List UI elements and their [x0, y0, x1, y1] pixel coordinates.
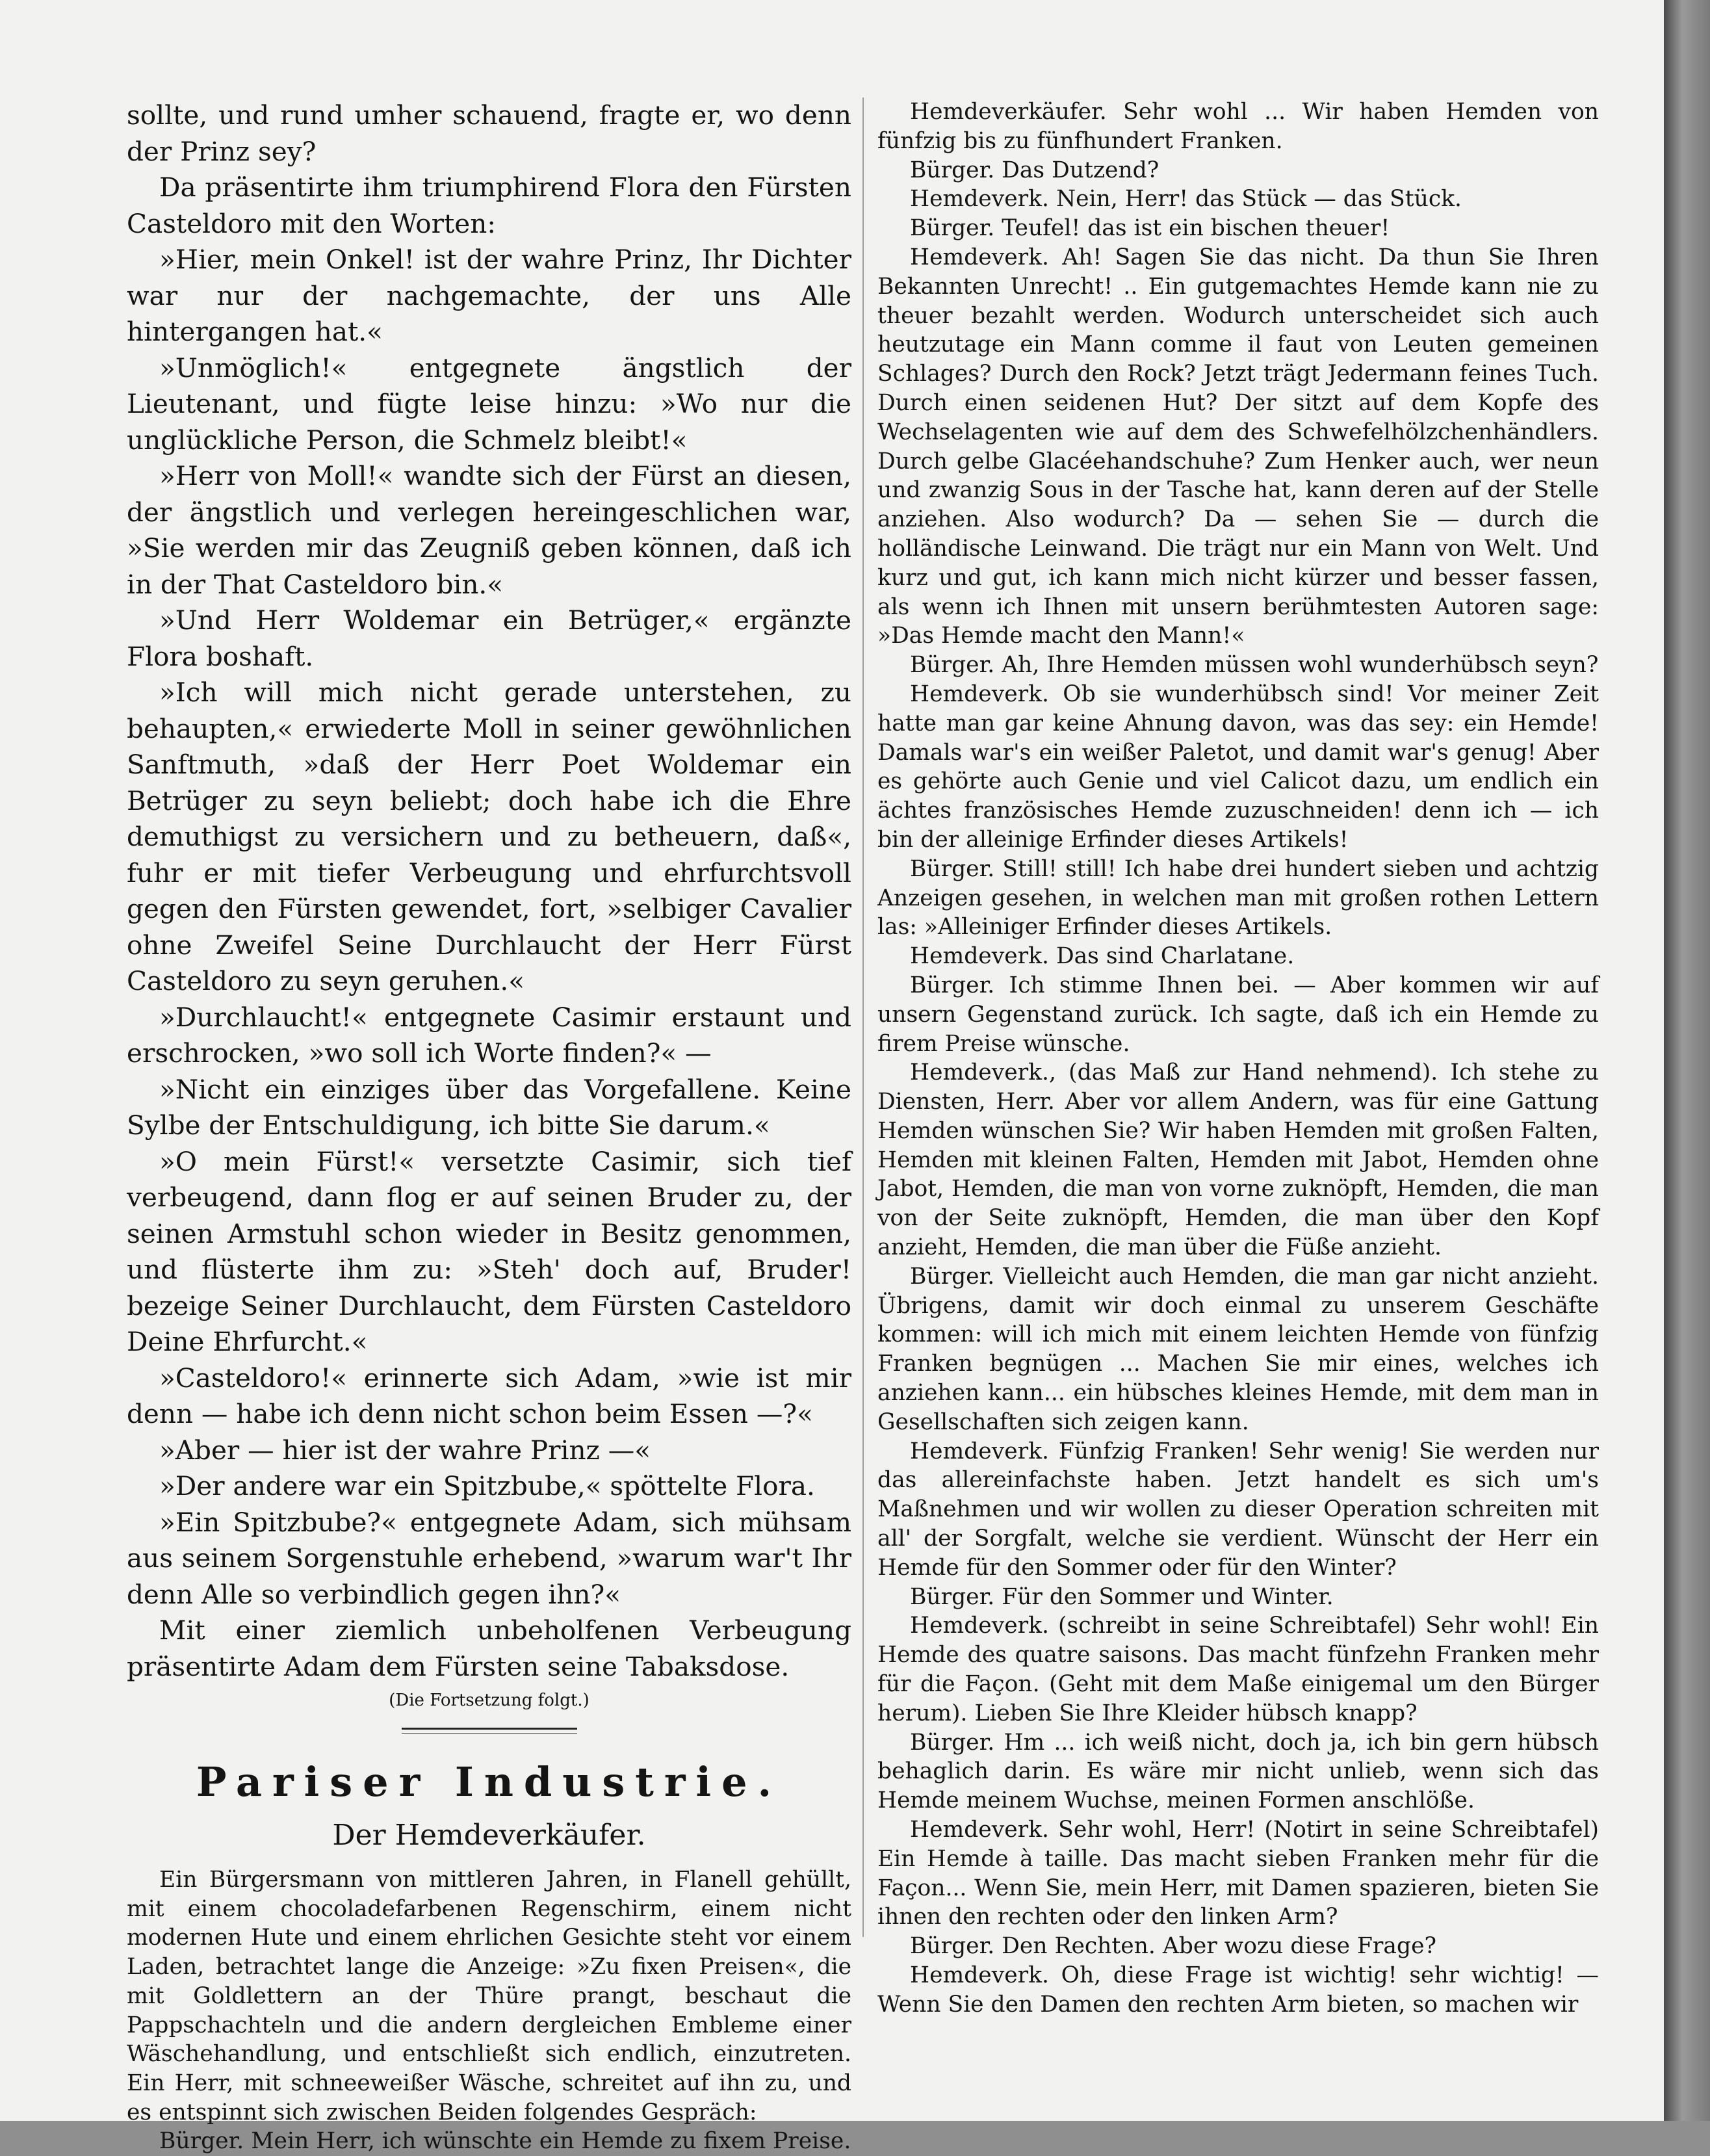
- section-title: Pariser Industrie.: [196, 1758, 783, 1806]
- dialogue-line: Hemdeverk. Ah! Sagen Sie das nicht. Da thun Sie Ihren Bekannten Unrecht! .. Ein gutgemachtes Hemde kann nie zu theuer bezahlt werden. Wodurch unterscheidet sich auch heutzutage ein Mann comme il faut von Leuten gemeinen Schlages? Durch den Rock? Jetzt trägt Jedermann feines Tuch. Durch einen seidenen Hut? Der sitzt auf dem Kopfe des Wechselagenten wie auf dem des Schwefelhölzchenhändlers. Durch gelbe Glacéehandschuhe? Zum Henker auch, wer neun und zwanzig Sous in der Tasche hat, kann deren auf der Stelle anziehen. Also wodurch? Da — sehen Sie — durch die holländische Leinwand. Die trägt nur ein Mann von Welt. Und kurz und gut, ich kann mich nicht kürzer und besser fassen, als wenn ich Ihnen mit unsern berühmtesten Autoren sage: »Das Hemde macht den Mann!«: [877, 244, 1599, 649]
- dialogue-line: Hemdeverk. (schreibt in seine Schreibtafel) Sehr wohl! Ein Hemde des quatre saisons. Das macht fünfzehn Franken mehr für die Façon. (Geht mit dem Maße einigemal um den Bürger herum). Lieben Sie Ihre Kleider hübsch knapp?: [877, 1613, 1599, 1726]
- paragraph: Mit einer ziemlich unbeholfenen Verbeugung präsentirte Adam dem Fürsten seine Tabaksdose.: [127, 1615, 851, 1682]
- paragraph: »Nicht ein einziges über das Vorgefallene. Keine Sylbe der Entschuldigung, ich bitte Sie darum.«: [127, 1073, 851, 1141]
- paragraph: »Und Herr Woldemar ein Betrüger,« ergänzte Flora boshaft.: [127, 604, 851, 672]
- right-column: [877, 97, 1599, 2020]
- dialogue-line: Hemdeverkäufer. Sehr wohl ... Wir haben Hemden von fünfzig bis zu fünfhundert Franken.: [877, 99, 1599, 154]
- dialogue-line: Bürger. Vielleicht auch Hemden, die man gar nicht anzieht. Übrigens, damit wir doch einmal zu unserem Geschäfte kommen: will ich mich mit einem leichten Hemde von fünfzig Franken begnügen ... Machen Sie mir eines, welches ich anziehen kann... ein hübsches kleines Hemde, mit dem man in Gesellschaften sich zeigen kann.: [877, 1263, 1599, 1435]
- dialogue-line: Hemdeverk. Sehr wohl, Herr! (Notirt in seine Schreibtafel) Ein Hemde à taille. Das macht sieben Franken mehr für die Façon... Wenn Sie, mein Herr, mit Damen spazieren, bieten Sie ihnen den rechten oder den linken Arm?: [877, 1817, 1599, 1930]
- paragraph: »Durchlaucht!« entgegnete Casimir erstaunt und erschrocken, »wo soll ich Worte finden?« —: [127, 1001, 851, 1069]
- continuation-note: (Die Fortsetzung folgt.): [389, 1691, 589, 1710]
- dialogue-line: Bürger. Still! still! Ich habe drei hundert sieben und achtzig Anzeigen gesehen, in welchen man mit großen rothen Lettern las: »Alleiniger Erfinder dieses Artikels.: [877, 855, 1599, 941]
- paragraph: sollte, und rund umher schauend, fragte er, wo denn der Prinz sey?: [127, 99, 851, 167]
- paragraph: »Casteldoro!« erinnerte sich Adam, »wie ist mir denn — habe ich denn nicht schon beim Essen —?«: [127, 1362, 851, 1429]
- intro-paragraph: Ein Bürgersmann von mittleren Jahren, in Flanell gehüllt, mit einem chocoladefarbenen Regenschirm, einem nicht modernen Hute und einem ehrlichen Gesichte steht vor einem Laden, betrachtet lange die Anzeige: »Zu fixen Preisen«, die mit Goldlettern an der Thüre prangt, beschaut die Pappschachteln und die andern dergleichen Embleme einer Wäschehandlung, und entschließt sich endlich, einzutreten. Ein Herr, mit schneeweißer Wäsche, schreitet auf ihn zu, und es entspinnt sich zwischen Beiden folgendes Gespräch:: [127, 1867, 851, 2125]
- page-edge-shadow: [1664, 0, 1710, 2121]
- dialogue-line: Bürger. Hm ... ich weiß nicht, doch ja, ich bin gern hübsch behaglich darin. Es wäre mir nicht unlieb, wenn sich das Hemde meinem Wuchse, meinen Formen anschlöße.: [877, 1729, 1599, 1814]
- dialogue-line: Bürger. Teufel! das ist ein bischen theuer!: [910, 215, 1390, 242]
- dialogue-line: Hemdeverk. Fünfzig Franken! Sehr wenig! Sie werden nur das allereinfachste haben. Jetzt handelt es sich um's Maßnehmen und wir wollen zu dieser Operation schreiten mit all' der Sorgfalt, welche sie verdient. Wünscht der Herr ein Hemde für den Sommer oder für den Winter?: [877, 1438, 1599, 1581]
- dialogue-line: Hemdeverk., (das Maß zur Hand nehmend). Ich stehe zu Diensten, Herr. Aber vor allem Andern, was für eine Gattung Hemden wünschen Sie? Wir haben Hemden mit großen Falten, Hemden mit kleinen Falten, Hemden mit Jabot, Hemden ohne Jabot, Hemden, die man von vorne zuknöpft, Hemden, die man von der Seite zuknöpft, Hemden, die man über den Kopf anzieht, Hemden, die man über die Füße anzieht.: [877, 1059, 1599, 1261]
- section-divider: [402, 1728, 577, 1734]
- paragraph: »Der andere war ein Spitzbube,« spöttelte Flora.: [159, 1470, 815, 1501]
- paragraph: »Herr von Moll!« wandte sich der Fürst an diesen, der ängstlich und verlegen hereingeschlichen war, »Sie werden mir das Zeugniß geben können, daß ich in der That Casteldoro bin.«: [127, 460, 851, 600]
- paragraph: »Unmöglich!« entgegnete ängstlich der Lieutenant, und fügte leise hinzu: »Wo nur die unglückliche Person, die Schmelz bleibt!«: [127, 352, 851, 456]
- paragraph: Da präsentirte ihm triumphirend Flora den Fürsten Casteldoro mit den Worten:: [127, 172, 851, 239]
- left-column: [127, 97, 851, 2156]
- paragraph: »Hier, mein Onkel! ist der wahre Prinz, Ihr Dichter war nur der nachgemachte, der uns Alle hintergangen hat.«: [127, 244, 851, 347]
- paragraph: »Ein Spitzbube?« entgegnete Adam, sich mühsam aus seinem Sorgenstuhle erhebend, »warum war't Ihr denn Alle so verbindlich gegen ihn?«: [127, 1506, 851, 1610]
- dialogue-line: Bürger. Den Rechten. Aber wozu diese Frage?: [910, 1933, 1436, 1960]
- column-rule: [862, 97, 864, 1937]
- paragraph: »Ich will mich nicht gerade unterstehen, zu behaupten,« erwiederte Moll in seiner gewöhnlichen Sanftmuth, »daß der Herr Poet Woldemar ein Betrüger zu seyn beliebt; doch habe ich die Ehre demuthigst zu versichern und zu betheuern, daß«, fuhr er mit tiefer Verbeugung und ehrfurchtsvoll gegen den Fürsten gewendet, fort, »selbiger Cavalier ohne Zweifel Seine Durchlaucht der Herr Fürst Casteldoro zu seyn geruhen.«: [127, 677, 851, 996]
- paragraph: »O mein Fürst!« versetzte Casimir, sich tief verbeugend, dann flog er auf seinen Bruder zu, der seinen Armstuhl schon wieder in Besitz genommen, und flüsterte ihm zu: »Steh' doch auf, Bruder! bezeige Seiner Durchlaucht, dem Fürsten Casteldoro Deine Ehrfurcht.«: [127, 1145, 851, 1357]
- section-subtitle: Der Hemdeverkäufer.: [332, 1819, 646, 1852]
- dialogue-line: Hemdeverk. Das sind Charlatane.: [910, 943, 1295, 970]
- dialogue-line: Hemdeverk. Oh, diese Frage ist wichtig! sehr wichtig! — Wenn Sie den Damen den rechten Arm bieten, so machen wir: [877, 1962, 1599, 2018]
- dialogue-line: Bürger. Für den Sommer und Winter.: [910, 1583, 1334, 1610]
- dialogue-line: Bürger. Mein Herr, ich wünschte ein Hemde zu fixem Preise.: [159, 2128, 851, 2155]
- dialogue-line: Bürger. Das Dutzend?: [910, 157, 1159, 183]
- dialogue-line: Bürger. Ich stimme Ihnen bei. — Aber kommen wir auf unsern Gegenstand zurück. Ich sagte, daß ich ein Hemde zu firem Preise wünsche.: [877, 972, 1599, 1057]
- dialogue-line: Hemdeverk. Ob sie wunderhübsch sind! Vor meiner Zeit hatte man gar keine Ahnung davon, was das sey: ein Hemde! Damals war's ein weißer Paletot, und damit war's genug! Aber es gehörte auch Genie und viel Calicot dazu, um endlich ein ächtes französisches Hemde zuzuschneiden! denn ich — ich bin der alleinige Erfinder dieses Artikels!: [877, 681, 1599, 853]
- dialogue-line: Bürger. Ah, Ihre Hemden müssen wohl wunderhübsch seyn?: [910, 652, 1599, 679]
- dialogue-line: Hemdeverk. Nein, Herr! das Stück — das Stück.: [910, 186, 1462, 213]
- paragraph: »Aber — hier ist der wahre Prinz —«: [159, 1434, 651, 1466]
